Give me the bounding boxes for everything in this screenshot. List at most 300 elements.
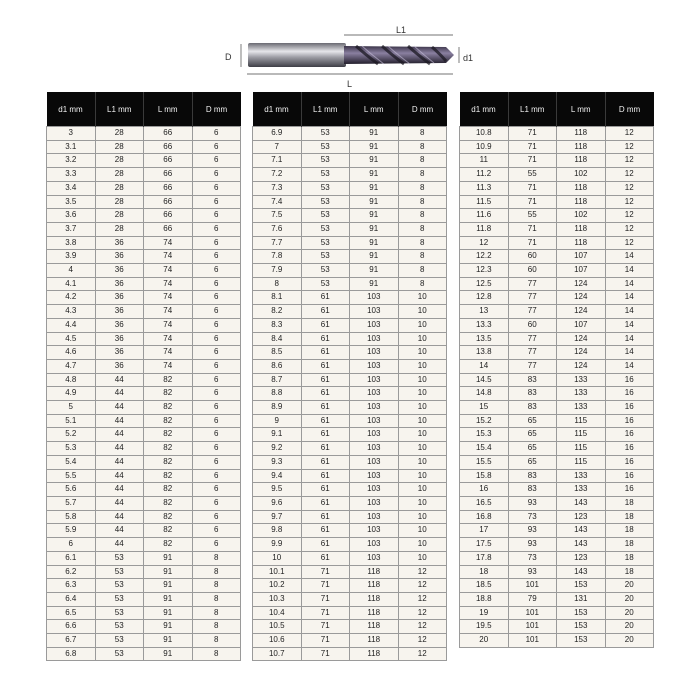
cell-d: 8 bbox=[398, 264, 447, 278]
table-header-row bbox=[47, 92, 241, 127]
table-row bbox=[460, 291, 654, 305]
cell-d1: 3 bbox=[47, 127, 96, 141]
cell-l1: 71 bbox=[301, 620, 350, 634]
cell-d1: 18 bbox=[460, 565, 509, 579]
table-row bbox=[253, 428, 447, 442]
cell-d1: 9.6 bbox=[253, 496, 302, 510]
cell-d: 10 bbox=[398, 510, 447, 524]
cell-l: 133 bbox=[557, 483, 606, 497]
cell-d1: 7.1 bbox=[253, 154, 302, 168]
cell-d: 10 bbox=[398, 332, 447, 346]
cell-d: 16 bbox=[605, 414, 654, 428]
cell-l: 103 bbox=[350, 428, 399, 442]
cell-d1: 11.2 bbox=[460, 168, 509, 182]
drill-dimension-drawing bbox=[0, 0, 700, 95]
cell-d1: 5.5 bbox=[47, 469, 96, 483]
cell-l: 133 bbox=[557, 401, 606, 415]
cell-l: 124 bbox=[557, 277, 606, 291]
cell-l1: 61 bbox=[301, 442, 350, 456]
table-row bbox=[253, 264, 447, 278]
cell-l: 91 bbox=[350, 154, 399, 168]
cell-d: 10 bbox=[398, 538, 447, 552]
cell-d1: 5 bbox=[47, 401, 96, 415]
cell-l1: 28 bbox=[95, 140, 144, 154]
cell-l: 107 bbox=[557, 250, 606, 264]
cell-d: 20 bbox=[605, 634, 654, 648]
cell-l1: 53 bbox=[301, 181, 350, 195]
cell-l1: 71 bbox=[301, 647, 350, 661]
cell-d1: 15.4 bbox=[460, 442, 509, 456]
cell-l: 103 bbox=[350, 496, 399, 510]
cell-d: 14 bbox=[605, 318, 654, 332]
cell-l: 118 bbox=[557, 236, 606, 250]
cell-l1: 36 bbox=[95, 250, 144, 264]
cell-l1: 36 bbox=[95, 318, 144, 332]
cell-d1: 17.5 bbox=[460, 538, 509, 552]
table-row bbox=[460, 428, 654, 442]
cell-d: 6 bbox=[192, 387, 241, 401]
cell-l: 143 bbox=[557, 538, 606, 552]
table-row bbox=[460, 168, 654, 182]
cell-d1: 9.4 bbox=[253, 469, 302, 483]
cell-l1: 61 bbox=[301, 346, 350, 360]
cell-d1: 20 bbox=[460, 634, 509, 648]
cell-d: 14 bbox=[605, 250, 654, 264]
cell-d1: 9.9 bbox=[253, 538, 302, 552]
table-row bbox=[253, 538, 447, 552]
cell-d: 12 bbox=[605, 222, 654, 236]
cell-l: 124 bbox=[557, 332, 606, 346]
cell-d: 18 bbox=[605, 524, 654, 538]
cell-l: 91 bbox=[144, 647, 193, 661]
cell-l: 118 bbox=[350, 592, 399, 606]
cell-l: 118 bbox=[557, 181, 606, 195]
cell-d: 14 bbox=[605, 305, 654, 319]
cell-l1: 79 bbox=[508, 592, 557, 606]
cell-l1: 71 bbox=[508, 127, 557, 141]
table-row bbox=[460, 524, 654, 538]
cell-l1: 53 bbox=[301, 277, 350, 291]
table-row bbox=[460, 620, 654, 634]
cell-l1: 28 bbox=[95, 168, 144, 182]
cell-l: 91 bbox=[144, 565, 193, 579]
cell-d1: 9.8 bbox=[253, 524, 302, 538]
table-row bbox=[47, 634, 241, 648]
cell-l1: 28 bbox=[95, 195, 144, 209]
cell-d: 6 bbox=[192, 373, 241, 387]
cell-l: 66 bbox=[144, 140, 193, 154]
cell-l: 143 bbox=[557, 565, 606, 579]
table-row bbox=[460, 592, 654, 606]
cell-d1: 10.8 bbox=[460, 127, 509, 141]
cell-l: 74 bbox=[144, 291, 193, 305]
cell-d1: 10.4 bbox=[253, 606, 302, 620]
cell-d: 6 bbox=[192, 318, 241, 332]
cell-d1: 10.6 bbox=[253, 634, 302, 648]
cell-l1: 77 bbox=[508, 346, 557, 360]
cell-l1: 61 bbox=[301, 469, 350, 483]
cell-l1: 61 bbox=[301, 510, 350, 524]
cell-l1: 53 bbox=[95, 579, 144, 593]
cell-d1: 8.9 bbox=[253, 401, 302, 415]
cell-d1: 6.4 bbox=[47, 592, 96, 606]
cell-d1: 4.7 bbox=[47, 359, 96, 373]
cell-l1: 44 bbox=[95, 401, 144, 415]
table-row bbox=[47, 579, 241, 593]
cell-d1: 8.3 bbox=[253, 318, 302, 332]
cell-l1: 61 bbox=[301, 524, 350, 538]
cell-d1: 9 bbox=[253, 414, 302, 428]
table-row bbox=[460, 195, 654, 209]
cell-d1: 18.5 bbox=[460, 579, 509, 593]
cell-l: 153 bbox=[557, 579, 606, 593]
cell-d: 8 bbox=[398, 222, 447, 236]
cell-l1: 61 bbox=[301, 538, 350, 552]
cell-d1: 16.5 bbox=[460, 496, 509, 510]
cell-l: 82 bbox=[144, 469, 193, 483]
table-row bbox=[253, 140, 447, 154]
cell-l: 91 bbox=[144, 606, 193, 620]
cell-l1: 55 bbox=[508, 209, 557, 223]
cell-l: 103 bbox=[350, 551, 399, 565]
cell-d1: 16 bbox=[460, 483, 509, 497]
cell-l: 103 bbox=[350, 483, 399, 497]
cell-l1: 61 bbox=[301, 496, 350, 510]
cell-l1: 36 bbox=[95, 305, 144, 319]
cell-l: 91 bbox=[144, 620, 193, 634]
cell-l1: 61 bbox=[301, 318, 350, 332]
cell-l1: 61 bbox=[301, 401, 350, 415]
cell-l1: 71 bbox=[508, 222, 557, 236]
table-row bbox=[253, 154, 447, 168]
cell-d: 8 bbox=[192, 579, 241, 593]
cell-d: 8 bbox=[192, 551, 241, 565]
cell-d: 16 bbox=[605, 401, 654, 415]
cell-d: 6 bbox=[192, 168, 241, 182]
cell-d1: 9.2 bbox=[253, 442, 302, 456]
cell-d: 16 bbox=[605, 469, 654, 483]
cell-d1: 19.5 bbox=[460, 620, 509, 634]
cell-l1: 83 bbox=[508, 469, 557, 483]
table-row bbox=[47, 620, 241, 634]
table-row bbox=[47, 346, 241, 360]
cell-l1: 44 bbox=[95, 510, 144, 524]
table-row bbox=[460, 483, 654, 497]
cell-d1: 14.5 bbox=[460, 373, 509, 387]
table-row bbox=[253, 414, 447, 428]
cell-d1: 13.8 bbox=[460, 346, 509, 360]
cell-l: 103 bbox=[350, 442, 399, 456]
cell-l: 66 bbox=[144, 127, 193, 141]
cell-d: 6 bbox=[192, 127, 241, 141]
cell-d: 8 bbox=[398, 209, 447, 223]
cell-l1: 53 bbox=[301, 195, 350, 209]
cell-d: 10 bbox=[398, 496, 447, 510]
cell-d: 6 bbox=[192, 401, 241, 415]
cell-d1: 12.8 bbox=[460, 291, 509, 305]
cell-d: 16 bbox=[605, 373, 654, 387]
table-row bbox=[253, 359, 447, 373]
cell-l1: 53 bbox=[95, 606, 144, 620]
cell-d: 6 bbox=[192, 332, 241, 346]
cell-l: 66 bbox=[144, 195, 193, 209]
cell-l1: 44 bbox=[95, 455, 144, 469]
cell-d1: 5.1 bbox=[47, 414, 96, 428]
cell-l1: 61 bbox=[301, 428, 350, 442]
cell-l1: 36 bbox=[95, 332, 144, 346]
cell-d: 6 bbox=[192, 209, 241, 223]
cell-l: 124 bbox=[557, 346, 606, 360]
cell-l1: 101 bbox=[508, 620, 557, 634]
cell-d: 10 bbox=[398, 524, 447, 538]
table-row bbox=[460, 222, 654, 236]
table-row bbox=[253, 592, 447, 606]
cell-d: 10 bbox=[398, 442, 447, 456]
table-row bbox=[460, 264, 654, 278]
cell-l: 153 bbox=[557, 606, 606, 620]
cell-d1: 8.6 bbox=[253, 359, 302, 373]
cell-l1: 61 bbox=[301, 291, 350, 305]
table-row bbox=[47, 387, 241, 401]
cell-l: 66 bbox=[144, 222, 193, 236]
column-header-l1: L1 mm bbox=[95, 92, 144, 127]
table-row bbox=[460, 551, 654, 565]
cell-l1: 53 bbox=[95, 634, 144, 648]
cell-l1: 83 bbox=[508, 401, 557, 415]
cell-l1: 36 bbox=[95, 277, 144, 291]
table-row bbox=[460, 209, 654, 223]
cell-d: 8 bbox=[192, 647, 241, 661]
cell-d: 12 bbox=[398, 592, 447, 606]
table-row bbox=[47, 181, 241, 195]
cell-l: 74 bbox=[144, 318, 193, 332]
cell-d1: 4.6 bbox=[47, 346, 96, 360]
cell-l1: 93 bbox=[508, 496, 557, 510]
cell-l1: 53 bbox=[301, 222, 350, 236]
column-header-d: D mm bbox=[398, 92, 447, 127]
cell-d1: 12.5 bbox=[460, 277, 509, 291]
cell-d: 16 bbox=[605, 442, 654, 456]
cell-d: 6 bbox=[192, 277, 241, 291]
cell-d1: 4.5 bbox=[47, 332, 96, 346]
table-row bbox=[253, 551, 447, 565]
cell-l: 118 bbox=[557, 195, 606, 209]
table-row bbox=[253, 483, 447, 497]
cell-d1: 7.9 bbox=[253, 264, 302, 278]
cell-l: 91 bbox=[144, 579, 193, 593]
table-row bbox=[460, 181, 654, 195]
cell-d: 6 bbox=[192, 538, 241, 552]
table-row bbox=[253, 305, 447, 319]
cell-l1: 61 bbox=[301, 483, 350, 497]
cell-l: 123 bbox=[557, 510, 606, 524]
cell-l: 82 bbox=[144, 524, 193, 538]
cell-l1: 61 bbox=[301, 414, 350, 428]
column-header-d: D mm bbox=[192, 92, 241, 127]
table-row bbox=[460, 579, 654, 593]
cell-l1: 44 bbox=[95, 373, 144, 387]
cell-l: 123 bbox=[557, 551, 606, 565]
table-row bbox=[47, 442, 241, 456]
cell-d: 12 bbox=[605, 168, 654, 182]
cell-d1: 8.4 bbox=[253, 332, 302, 346]
table-row bbox=[253, 442, 447, 456]
cell-d1: 6 bbox=[47, 538, 96, 552]
cell-d1: 8.1 bbox=[253, 291, 302, 305]
cell-l: 103 bbox=[350, 414, 399, 428]
table-row bbox=[253, 455, 447, 469]
cell-l: 66 bbox=[144, 154, 193, 168]
cell-l: 74 bbox=[144, 332, 193, 346]
cell-d: 20 bbox=[605, 579, 654, 593]
cell-d: 16 bbox=[605, 483, 654, 497]
cell-d1: 3.9 bbox=[47, 250, 96, 264]
cell-l: 103 bbox=[350, 373, 399, 387]
table-row bbox=[47, 414, 241, 428]
cell-d: 16 bbox=[605, 455, 654, 469]
cell-l: 103 bbox=[350, 524, 399, 538]
cell-d1: 11 bbox=[460, 154, 509, 168]
d-label: D bbox=[225, 52, 232, 62]
cell-d: 6 bbox=[192, 496, 241, 510]
cell-l1: 71 bbox=[301, 565, 350, 579]
cell-l1: 77 bbox=[508, 305, 557, 319]
table-row bbox=[253, 222, 447, 236]
cell-d: 20 bbox=[605, 606, 654, 620]
cell-l1: 65 bbox=[508, 428, 557, 442]
cell-l1: 44 bbox=[95, 414, 144, 428]
cell-d: 8 bbox=[192, 592, 241, 606]
table-row bbox=[47, 483, 241, 497]
table-row bbox=[47, 592, 241, 606]
cell-l: 74 bbox=[144, 346, 193, 360]
table-row bbox=[460, 496, 654, 510]
cell-d1: 10.9 bbox=[460, 140, 509, 154]
cell-d1: 18.8 bbox=[460, 592, 509, 606]
cell-d: 6 bbox=[192, 428, 241, 442]
cell-l1: 71 bbox=[508, 154, 557, 168]
cell-l1: 53 bbox=[301, 168, 350, 182]
cell-d: 16 bbox=[605, 428, 654, 442]
cell-d: 8 bbox=[398, 277, 447, 291]
table-row bbox=[460, 305, 654, 319]
cell-d: 8 bbox=[398, 181, 447, 195]
column-header-l1: L1 mm bbox=[508, 92, 557, 127]
cell-l1: 65 bbox=[508, 455, 557, 469]
cell-l: 133 bbox=[557, 469, 606, 483]
cell-l1: 53 bbox=[301, 140, 350, 154]
cell-l1: 28 bbox=[95, 209, 144, 223]
cell-l1: 77 bbox=[508, 277, 557, 291]
cell-d: 10 bbox=[398, 387, 447, 401]
cell-d: 18 bbox=[605, 496, 654, 510]
table-row bbox=[460, 154, 654, 168]
cell-l1: 44 bbox=[95, 538, 144, 552]
cell-d1: 6.1 bbox=[47, 551, 96, 565]
cell-d: 6 bbox=[192, 414, 241, 428]
table-row bbox=[253, 620, 447, 634]
cell-d: 12 bbox=[605, 209, 654, 223]
cell-l: 131 bbox=[557, 592, 606, 606]
table-row bbox=[460, 373, 654, 387]
cell-l: 103 bbox=[350, 401, 399, 415]
cell-l: 91 bbox=[350, 250, 399, 264]
table-row bbox=[460, 277, 654, 291]
table-row bbox=[47, 277, 241, 291]
cell-l: 103 bbox=[350, 538, 399, 552]
cell-d1: 3.2 bbox=[47, 154, 96, 168]
table-row bbox=[253, 579, 447, 593]
table-row bbox=[47, 469, 241, 483]
cell-l1: 44 bbox=[95, 442, 144, 456]
cell-l1: 71 bbox=[301, 579, 350, 593]
cell-d1: 11.8 bbox=[460, 222, 509, 236]
table-row bbox=[47, 154, 241, 168]
cell-d: 18 bbox=[605, 565, 654, 579]
cell-d: 12 bbox=[605, 181, 654, 195]
table-row bbox=[47, 332, 241, 346]
cell-l1: 60 bbox=[508, 250, 557, 264]
cell-d1: 8.5 bbox=[253, 346, 302, 360]
cell-d1: 7.6 bbox=[253, 222, 302, 236]
cell-d: 12 bbox=[398, 565, 447, 579]
cell-d: 12 bbox=[605, 154, 654, 168]
cell-l: 115 bbox=[557, 455, 606, 469]
cell-l: 82 bbox=[144, 401, 193, 415]
cell-d: 14 bbox=[605, 359, 654, 373]
cell-d1: 6.6 bbox=[47, 620, 96, 634]
cell-d1: 7.5 bbox=[253, 209, 302, 223]
cell-d1: 8.2 bbox=[253, 305, 302, 319]
cell-d: 6 bbox=[192, 181, 241, 195]
cell-d1: 8 bbox=[253, 277, 302, 291]
cell-l: 103 bbox=[350, 332, 399, 346]
cell-d1: 19 bbox=[460, 606, 509, 620]
cell-l1: 28 bbox=[95, 127, 144, 141]
cell-d: 8 bbox=[398, 127, 447, 141]
table-row bbox=[47, 291, 241, 305]
cell-d1: 9.5 bbox=[253, 483, 302, 497]
table-row bbox=[253, 346, 447, 360]
cell-d: 10 bbox=[398, 483, 447, 497]
cell-l1: 73 bbox=[508, 510, 557, 524]
cell-l: 91 bbox=[350, 209, 399, 223]
cell-l1: 61 bbox=[301, 332, 350, 346]
cell-d1: 12.3 bbox=[460, 264, 509, 278]
cell-l1: 71 bbox=[508, 236, 557, 250]
drill-size-table-2 bbox=[252, 92, 447, 661]
table-row bbox=[460, 538, 654, 552]
cell-l1: 36 bbox=[95, 346, 144, 360]
cell-d: 6 bbox=[192, 222, 241, 236]
cell-d1: 9.7 bbox=[253, 510, 302, 524]
table-row bbox=[460, 634, 654, 648]
cell-l: 118 bbox=[350, 579, 399, 593]
cell-d: 8 bbox=[398, 168, 447, 182]
cell-d: 14 bbox=[605, 291, 654, 305]
cell-d: 20 bbox=[605, 620, 654, 634]
cell-d: 12 bbox=[398, 647, 447, 661]
table-row bbox=[253, 127, 447, 141]
table-row bbox=[460, 387, 654, 401]
table-row bbox=[47, 209, 241, 223]
cell-d1: 7 bbox=[253, 140, 302, 154]
cell-l1: 65 bbox=[508, 414, 557, 428]
cell-d: 12 bbox=[398, 606, 447, 620]
cell-d: 6 bbox=[192, 195, 241, 209]
cell-l: 118 bbox=[350, 634, 399, 648]
table-row bbox=[460, 510, 654, 524]
